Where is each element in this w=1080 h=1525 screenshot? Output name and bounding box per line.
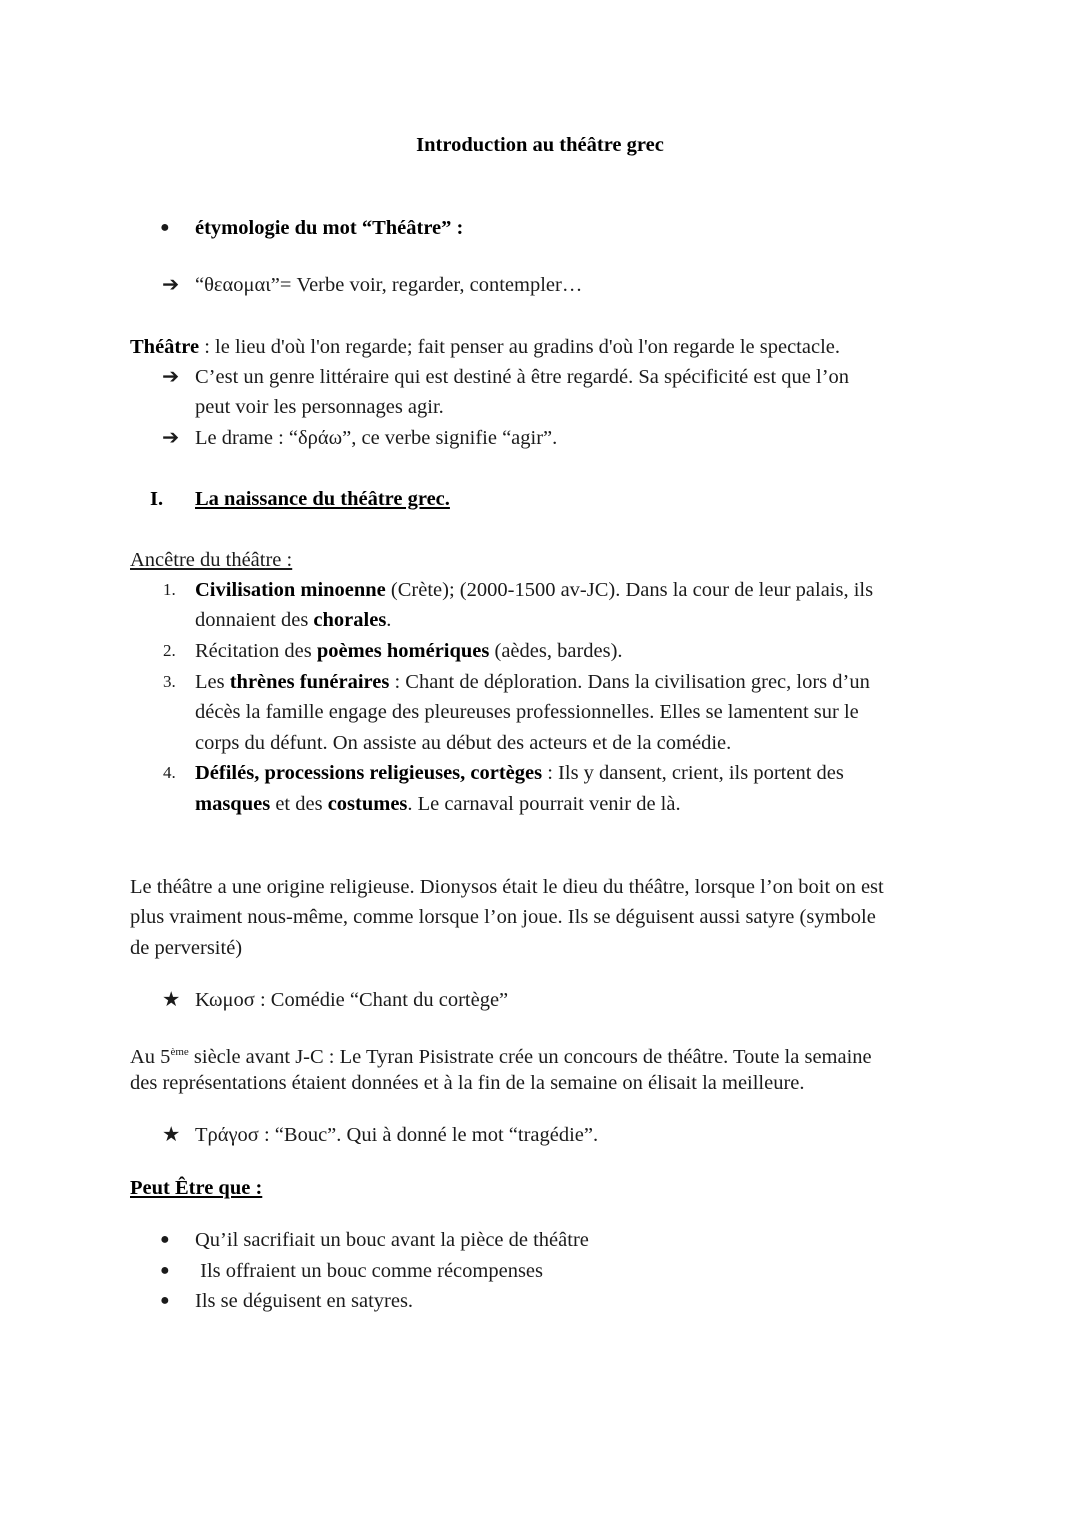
arrow-icon: ➔ — [162, 274, 180, 296]
theatre-definition: Théâtre : le lieu d'où l'on regarde; fait penser au gradins d'où l'on regarde le spectacle. — [130, 336, 840, 358]
bullet-icon: ● — [160, 219, 170, 236]
list-item: Défilés, processions religieuses, cortèges : Ils y dansent, crient, ils portent des — [195, 762, 844, 784]
tragos-note: Τράγοσ : “Bouc”. Qui à donné le mot “tragédie”. — [195, 1124, 599, 1146]
list-item-cont: corps du défunt. On assiste au début des acteurs et de la comédie. — [195, 732, 732, 754]
list-number: 3. — [163, 672, 176, 691]
list-item: Récitation des poèmes homériques (aèdes, bardes). — [195, 640, 623, 662]
bullet-icon: ● — [160, 1292, 170, 1309]
list-item: Civilisation minoenne (Crète); (2000-1500 av-JC). Dans la cour de leur palais, ils — [195, 579, 874, 601]
etymology-heading: étymologie du mot “Théâtre” : — [195, 217, 464, 239]
page-title: Introduction au théâtre grec — [416, 134, 664, 156]
list-item: Ils offraient un bouc comme récompenses — [195, 1260, 544, 1282]
maybe-heading: Peut Être que : — [130, 1177, 263, 1199]
list-item-cont: masques et des costumes. Le carnaval pourrait venir de là. — [195, 793, 681, 815]
list-number: 1. — [163, 580, 176, 599]
list-number: 4. — [163, 763, 176, 782]
ancestors-heading: Ancêtre du théâtre : — [130, 549, 293, 571]
list-item: Ils se déguisent en satyres. — [195, 1290, 414, 1312]
section-heading: La naissance du théâtre grec. — [195, 488, 450, 510]
religion-paragraph-line3: de perversité) — [130, 937, 243, 959]
arrow-icon: ➔ — [162, 427, 180, 449]
religion-paragraph-line1: Le théâtre a une origine religieuse. Dionysos était le dieu du théâtre, lorsque l’on boit on est — [130, 876, 884, 898]
section-number: I. — [150, 488, 164, 510]
list-item: Les thrènes funéraires : Chant de déploration. Dans la civilisation grec, lors d’un — [195, 671, 870, 693]
list-number: 2. — [163, 641, 176, 660]
contest-paragraph-line1: Au 5ème siècle avant J-C : Le Tyran Pisistrate crée un concours de théâtre. Toute la semaine — [130, 1046, 872, 1068]
contest-paragraph-line2: des représentations étaient données et à la fin de la semaine on élisait la meilleure. — [130, 1072, 805, 1094]
list-item-cont: décès la famille engage des pleureuses professionnelles. Elles se lamentent sur le — [195, 701, 859, 723]
list-item-cont: donnaient des chorales. — [195, 609, 392, 631]
bullet-icon: ● — [160, 1262, 170, 1279]
drame-note: Le drame : “δράω”, ce verbe signifie “agir”. — [195, 427, 558, 449]
list-item: Qu’il sacrifiait un bouc avant la pièce de théâtre — [195, 1229, 589, 1251]
genre-note-line1: C’est un genre littéraire qui est destiné à être regardé. Sa spécificité est que l’on — [195, 366, 850, 388]
genre-note-line2: peut voir les personnages agir. — [195, 396, 444, 418]
religion-paragraph-line2: plus vraiment nous-même, comme lorsque l’on joue. Ils se déguisent aussi satyre (symbole — [130, 906, 876, 928]
bullet-icon: ● — [160, 1231, 170, 1248]
arrow-icon: ➔ — [162, 366, 180, 388]
star-icon: ★ — [162, 989, 181, 1011]
komos-note: Κωμοσ : Comédie “Chant du cortège” — [195, 989, 509, 1011]
star-icon: ★ — [162, 1124, 181, 1146]
etymology-definition: “θεαομαι”= Verbe voir, regarder, contempler… — [195, 274, 583, 296]
